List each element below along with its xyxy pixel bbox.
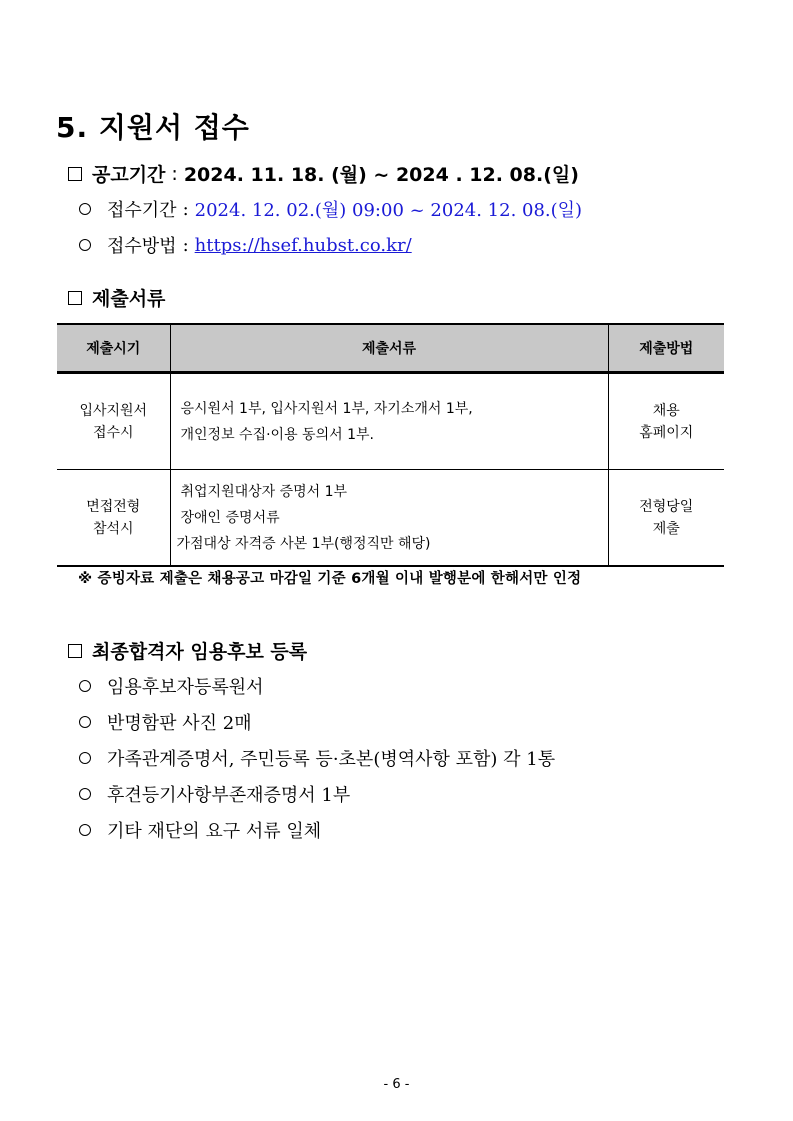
circle-bullet-icon bbox=[79, 752, 91, 764]
colon: : bbox=[182, 234, 189, 256]
document-line: 가점대상 자격증 사본 1부(행정직만 해당) bbox=[176, 535, 431, 552]
list-item bbox=[79, 745, 555, 771]
notice-period-value: 2024. 11. 18. (월) ~ 2024 . 12. 08.(일) bbox=[183, 164, 579, 186]
application-period-value: 2024. 12. 02.(월) 09:00 ~ 2024. 12. 08.(일) bbox=[194, 200, 583, 221]
circle-bullet-icon bbox=[79, 680, 91, 692]
documents-cell bbox=[170, 470, 608, 567]
list-item bbox=[79, 817, 321, 843]
table-row bbox=[57, 470, 724, 567]
list-item-text: 반명함판 사진 2매 bbox=[107, 713, 252, 734]
documents-heading bbox=[68, 284, 165, 311]
documents-cell bbox=[170, 373, 608, 470]
application-period-label: 접수기간 bbox=[107, 200, 177, 221]
method-line: 전형당일 bbox=[639, 498, 694, 515]
timing-cell bbox=[57, 470, 170, 567]
timing-cell bbox=[57, 373, 170, 470]
list-item-text: 가족관계증명서, 주민등록 등·초본(병역사항 포함) 각 1통 bbox=[107, 749, 556, 770]
list-item bbox=[79, 781, 350, 807]
document-line: 응시원서 1부, 입사지원서 1부, 자기소개서 1부, bbox=[180, 400, 473, 417]
application-link[interactable]: https://hsef.hubst.co.kr/ bbox=[194, 234, 412, 256]
document-line: 개인정보 수집·이용 동의서 1부. bbox=[180, 426, 374, 443]
documents-table bbox=[57, 323, 724, 567]
list-item-text: 임용후보자등록원서 bbox=[107, 677, 264, 698]
circle-bullet-icon bbox=[79, 239, 91, 251]
circle-bullet-icon bbox=[79, 716, 91, 728]
documents-note: ※ 증빙자료 제출은 채용공고 마감일 기준 6개월 이내 발행분에 한해서만 인정 bbox=[78, 571, 582, 587]
list-item-text: 기타 재단의 요구 서류 일체 bbox=[107, 821, 322, 842]
list-item-text: 후견등기사항부존재증명서 1부 bbox=[107, 785, 351, 806]
document-line: 장애인 증명서류 bbox=[180, 509, 280, 526]
application-method-label: 접수방법 bbox=[107, 236, 177, 257]
header-method: 제출방법 bbox=[608, 324, 724, 373]
documents-heading-text: 제출서류 bbox=[92, 288, 166, 310]
circle-bullet-icon bbox=[79, 203, 91, 215]
colon: : bbox=[171, 162, 178, 185]
method-line: 채용 bbox=[652, 402, 680, 419]
page-number: - 6 - bbox=[383, 1077, 410, 1092]
method-line: 제출 bbox=[652, 520, 680, 537]
notice-period bbox=[68, 160, 579, 187]
checkbox-square-icon bbox=[68, 291, 82, 305]
application-period bbox=[79, 196, 582, 222]
notice-period-label: 공고기간 bbox=[92, 164, 166, 186]
checkbox-square-icon bbox=[68, 167, 82, 181]
circle-bullet-icon bbox=[79, 788, 91, 800]
final-heading-text: 최종합격자 임용후보 등록 bbox=[92, 641, 308, 663]
timing-line: 입사지원서 bbox=[79, 402, 148, 419]
final-heading bbox=[68, 637, 307, 664]
header-documents: 제출서류 bbox=[170, 324, 608, 373]
timing-line: 참석시 bbox=[92, 520, 134, 537]
method-cell bbox=[608, 470, 724, 567]
table-row bbox=[57, 373, 724, 470]
list-item bbox=[79, 709, 252, 735]
timing-line: 면접전형 bbox=[86, 498, 141, 515]
colon: : bbox=[182, 198, 189, 220]
application-method bbox=[79, 232, 412, 258]
list-item bbox=[79, 673, 264, 699]
document-line: 취업지원대상자 증명서 1부 bbox=[180, 483, 348, 500]
method-line: 홈페이지 bbox=[639, 424, 694, 441]
timing-line: 접수시 bbox=[92, 424, 134, 441]
section-title: 5. 지원서 접수 bbox=[56, 111, 250, 144]
method-cell bbox=[608, 373, 724, 470]
checkbox-square-icon bbox=[68, 644, 82, 658]
circle-bullet-icon bbox=[79, 824, 91, 836]
header-timing: 제출시기 bbox=[57, 324, 170, 373]
